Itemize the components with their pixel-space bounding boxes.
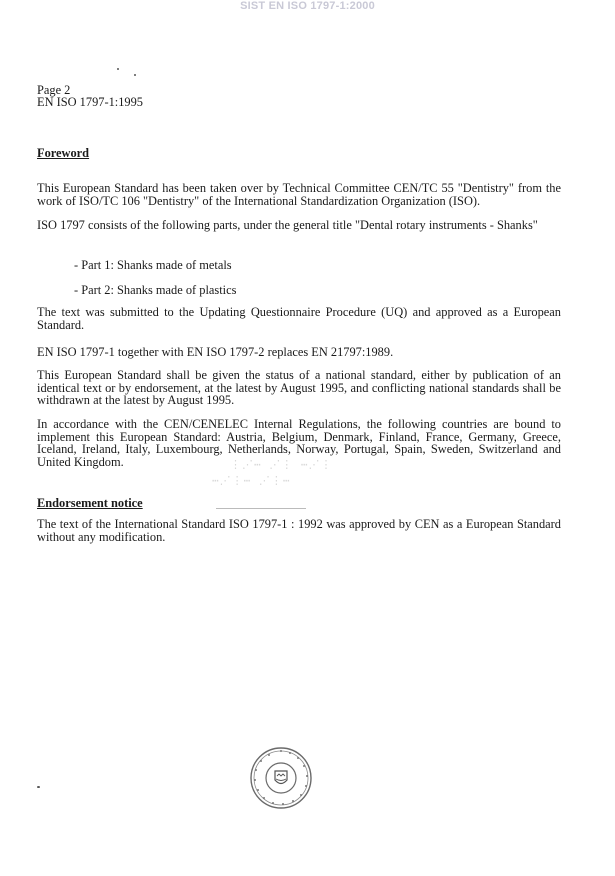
scan-speck xyxy=(37,786,40,788)
list-item-part-2: - Part 2: Shanks made of plastics xyxy=(74,283,237,297)
page-header xyxy=(37,84,143,108)
foreword-paragraph-1: This European Standard has been taken over by Technical Committee CEN/TC 55 "Dentistry" from the work of ISO/TC 106 "Dentistry" of the International Standardization Organization (ISO). xyxy=(37,181,561,208)
foreword-paragraph-2: ISO 1797 consists of the following parts, under the general title "Dental rotary instruments - Shanks" xyxy=(37,218,538,232)
foreword-paragraph-6: In accordance with the CEN/CENELEC Internal Regulations, the following countries are bound to implement this European Standard: Austria, Belgium, Denmark, Finland, France, Germany, Greece, Iceland, Ireland, Italy, Luxembourg, Netherlands, Norway, Portugal, Spain, Sweden, Switzerland and United Kingdom. xyxy=(37,417,561,469)
watermark: SIST EN ISO 1797-1:2000 xyxy=(240,0,375,12)
endorsement-paragraph: The text of the International Standard ISO 1797-1 : 1992 was approved by CEN as a European Standard without any modification. xyxy=(37,517,561,544)
page-number: Page 2 xyxy=(37,83,71,97)
foreword-paragraph-4: EN ISO 1797-1 together with EN ISO 1797-2 replaces EN 21797:1989. xyxy=(37,345,394,359)
foreword-paragraph-3: The text was submitted to the Updating Questionnaire Procedure (UQ) and approved as a European Standard. xyxy=(37,305,561,332)
document-id: EN ISO 1797-1:1995 xyxy=(37,95,144,109)
official-seal-stamp-icon xyxy=(249,746,313,810)
scan-speck xyxy=(117,68,119,70)
endorsement-heading: Endorsement notice xyxy=(37,496,143,510)
foreword-heading: Foreword xyxy=(37,146,90,160)
bleed-through-noise: ⋯⋰⋮⋯ ⋰⋮⋯ xyxy=(212,474,291,487)
scan-speck xyxy=(134,74,136,76)
scan-line xyxy=(216,508,306,509)
list-item-part-1: - Part 1: Shanks made of metals xyxy=(74,258,232,272)
foreword-paragraph-5: This European Standard shall be given the status of a national standard, either by publication of an identical text or by endorsement, at the latest by August 1995, and conflicting national standards shall be withdrawn at the latest by August 1995. xyxy=(37,368,561,407)
bleed-through-noise: ⋮⋰⋯ ⋰⋮ ⋯⋰⋮ xyxy=(230,458,333,471)
